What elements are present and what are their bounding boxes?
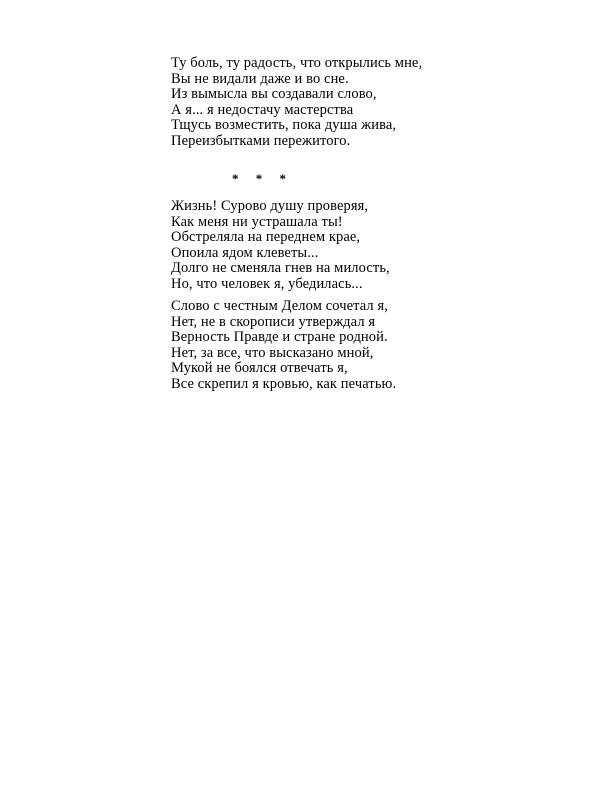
poem-line: Нет, не в скорописи утверждал я (171, 313, 376, 330)
stanza-1 (171, 56, 471, 149)
poem-line: Из вымысла вы создавали слово, (171, 86, 377, 102)
poem-line: Жизнь! Сурово душу проверяя, (171, 198, 369, 214)
poem-line: Ту боль, ту радость, что открылись мне, (171, 55, 423, 71)
poem-line: Долго не сменяла гнев на милость, (171, 260, 390, 276)
poem-line: Переизбытками пережитого. (171, 132, 351, 149)
poem-line: Слово с честным Делом сочетал я, (171, 298, 388, 314)
poem-line: Верность Правде и стране родной. (171, 329, 388, 345)
poem-line: А я... я недостачу мастерства (171, 101, 354, 118)
asterism-separator: * * * (232, 171, 293, 186)
poem-line: Мукой не боялся отвечать я, (171, 360, 348, 376)
stanza-2 (171, 199, 471, 292)
poem-line: Тщусь возместить, пока душа жива, (171, 117, 397, 133)
poem-line: Все скрепил я кровью, как печатью. (171, 375, 397, 392)
poem-line: Вы не видали даже и во сне. (171, 70, 349, 87)
poem-line: Опоила ядом клеветы... (171, 244, 319, 261)
poem-line: Нет, за все, что высказано мной, (171, 344, 374, 361)
stanza-3 (171, 299, 471, 392)
poem-line: Но, что человек я, убедилась... (171, 275, 363, 292)
poem-line: Обстреляла на переднем крае, (171, 229, 361, 245)
poem-line: Как меня ни устрашала ты! (171, 213, 343, 230)
